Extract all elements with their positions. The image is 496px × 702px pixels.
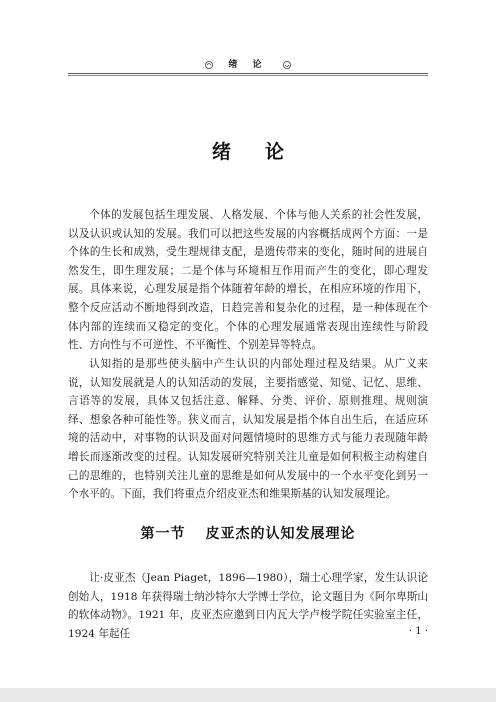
left-ornament-icon — [204, 60, 214, 70]
section-paragraph-1 — [68, 569, 428, 643]
running-header — [68, 58, 428, 72]
running-header-title: 绪 论 — [228, 60, 268, 70]
paragraph-text: 个体的发展包括生理发展、人格发展、个体与他人关系的社会性发展，以及认识或认知的发展。我们可以把这些发展的内容概括成两个方面：一是个体的生长和成熟，受生理规律支配，是遗传带来的变化，随时间的进展自然发生，即生理发展；二是个体与环境相互作用而产生的变化，即心理发展。具体来说，心理发展是指个体随着年龄的增长，在相应环境的作用下，整个反应活动不断地得到改造，日趋完善和复杂化的过程，是一种体现在个体内部的连续而又稳定的变化。个体的心理发展通常表现出连续性与阶段性、方向性与不可逆性、不平衡性、个别差异等特点。 — [68, 209, 428, 352]
right-ornament-icon — [282, 60, 292, 70]
section-heading — [68, 523, 428, 543]
header-rule-thin — [68, 75, 428, 76]
paragraph-text: 认知指的是那些使头脑中产生认识的内部处理过程及结果。从广义来说，认知发展就是人的认知活动的发展，主要指感觉、知觉、记忆、思维、言语等的发展，具体又包括注意、解释、分类、评价、原则推理、规则演绎、想象各种可能性等。狭义而言，认知发展是指个体自出生后，在适应环境的活动中，对事物的认识及面对问题情境时的思维方式与能力表现随年龄增长而逐渐改变的过程。认知发展研究特别关注儿童是如何积极主动构建自己的思维的，也特别关注儿童的思维是如何从发展中的一个水平变化到另一个水平的。下面，我们将重点介绍皮亚杰和维果斯基的认知发展理论。 — [68, 358, 428, 501]
section-number: 第一节 — [140, 526, 186, 542]
viewer-bottom-strip — [0, 688, 496, 702]
chapter-title: 绪论 — [211, 141, 318, 163]
page-number: · 1 · — [408, 626, 428, 637]
intro-paragraph-2 — [68, 355, 428, 504]
section-title-text: 皮亚杰的认知发展理论 — [205, 526, 356, 542]
header-rule — [68, 73, 428, 74]
paragraph-text: 让·皮亚杰（Jean Piaget，1896—1980），瑞士心理学家，发生认识论创始人，1918 年获得瑞士纳沙特尔大学博士学位，论文题目为《阿尔卑斯山的软体动物》。1921 年，皮亚杰应邀到日内瓦大学卢梭学院任实验室主任，1924 年起任 — [68, 572, 428, 640]
intro-paragraph-1 — [68, 206, 428, 355]
